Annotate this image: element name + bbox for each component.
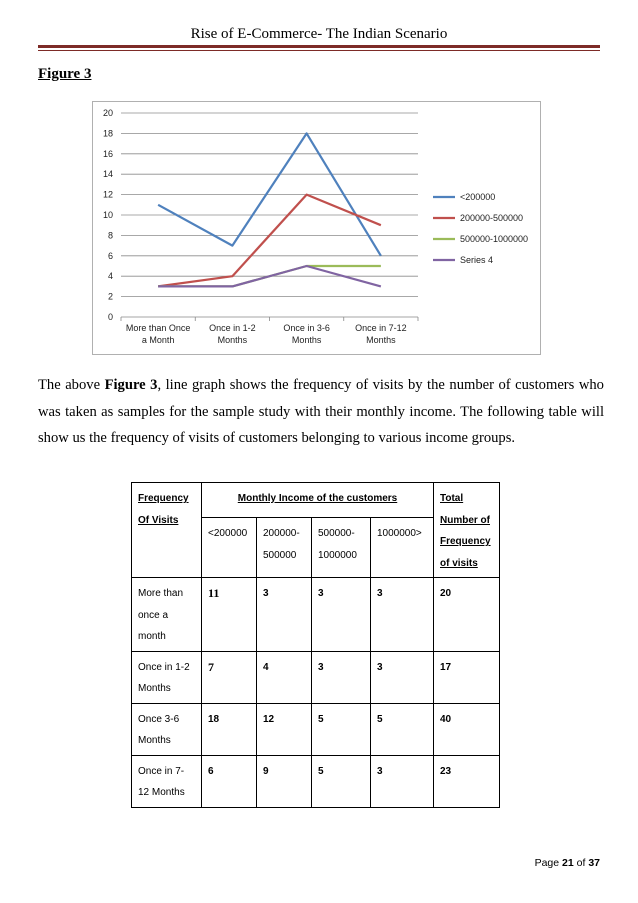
x-tick-label: Once in 7-12 — [355, 323, 407, 333]
row-label: Once in 7-12 Months — [132, 755, 202, 807]
table-cell: 18 — [202, 703, 257, 755]
paragraph-text-post: , line graph shows the frequency of visits by the number of customers who was taken as samples for the sample study with their monthly income. The following table will show us the frequency of visits of customers belonging to various income groups. — [38, 377, 604, 446]
income-group-header: 500000-1000000 — [312, 518, 371, 578]
x-tick-label: Months — [366, 335, 396, 345]
table-cell-total: 40 — [434, 703, 500, 755]
y-tick-label: 14 — [102, 169, 113, 180]
chart-canvas — [93, 102, 540, 354]
paragraph-figure-ref: Figure 3 — [104, 377, 158, 393]
x-tick-label: a Month — [141, 335, 175, 345]
figure-label: Figure 3 — [38, 66, 92, 82]
table-cell-total: 23 — [434, 755, 500, 807]
footer-page-word: Page — [534, 857, 560, 869]
legend-label: Series 4 — [460, 255, 494, 265]
table-header-row — [132, 483, 500, 518]
legend-label: 200000-500000 — [460, 213, 524, 223]
table-cell-total: 20 — [434, 578, 500, 652]
frequency-table — [131, 482, 500, 808]
footer-page-number: 21 — [562, 857, 574, 869]
table-cell: 3 — [312, 651, 371, 703]
x-tick-label: Months — [217, 335, 248, 345]
row-label: More than once a month — [132, 578, 202, 652]
col-header-frequency: Frequency Of Visits — [132, 483, 202, 578]
y-tick-label: 4 — [107, 271, 113, 282]
table-cell: 3 — [371, 651, 434, 703]
y-tick-label: 6 — [107, 250, 113, 261]
x-tick-label: Once in 1-2 — [209, 323, 256, 333]
table-cell: 5 — [371, 703, 434, 755]
income-group-header: 200000-500000 — [257, 518, 312, 578]
x-tick-label: Once in 3-6 — [283, 323, 330, 333]
x-tick-label: Months — [291, 335, 322, 345]
y-tick-label: 20 — [102, 108, 113, 118]
footer-total-pages: 37 — [588, 857, 600, 869]
table-row — [132, 703, 500, 755]
y-tick-label: 16 — [102, 148, 113, 159]
legend-label: 500000-1000000 — [460, 234, 529, 244]
footer-of-word: of — [576, 857, 586, 869]
row-label: Once 3-6 Months — [132, 703, 202, 755]
table-cell: 12 — [257, 703, 312, 755]
table-cell: 5 — [312, 755, 371, 807]
y-tick-label: 10 — [102, 210, 113, 220]
table-cell: 3 — [371, 755, 434, 807]
body-paragraph — [38, 372, 604, 452]
table-row — [132, 755, 500, 807]
col-header-monthly-income: Monthly Income of the customers — [202, 483, 434, 518]
series-line — [158, 195, 381, 287]
page-header-title: Rise of E-Commerce- The Indian Scenario — [190, 26, 448, 42]
legend-label: <200000 — [460, 192, 496, 202]
income-group-header: <200000 — [202, 518, 257, 578]
table-row — [132, 651, 500, 703]
table-cell: 5 — [312, 703, 371, 755]
table-cell: 3 — [257, 578, 312, 652]
line-chart — [92, 101, 541, 355]
income-group-header: 1000000> — [371, 518, 434, 578]
table-cell: 3 — [312, 578, 371, 652]
y-tick-label: 18 — [102, 128, 113, 139]
y-tick-label: 8 — [107, 230, 113, 241]
y-tick-label: 12 — [102, 189, 113, 200]
x-tick-label: More than Once — [125, 323, 191, 333]
col-header-total: Total Number of Frequency of visits — [434, 483, 500, 578]
table-cell: 9 — [257, 755, 312, 807]
header-rule-thin — [38, 50, 600, 51]
table-cell: 3 — [371, 578, 434, 652]
table-cell: 4 — [257, 651, 312, 703]
y-tick-label: 2 — [107, 291, 113, 302]
y-tick-label: 0 — [107, 312, 113, 322]
table-row — [132, 578, 500, 652]
header-rule — [38, 45, 600, 48]
row-label: Once in 1-2 Months — [132, 651, 202, 703]
table-cell: 7 — [202, 651, 257, 703]
page-footer — [535, 857, 600, 869]
table-cell: 6 — [202, 755, 257, 807]
table-cell-total: 17 — [434, 651, 500, 703]
table-cell: 11 — [202, 578, 257, 652]
paragraph-text-pre: The above — [38, 377, 105, 393]
